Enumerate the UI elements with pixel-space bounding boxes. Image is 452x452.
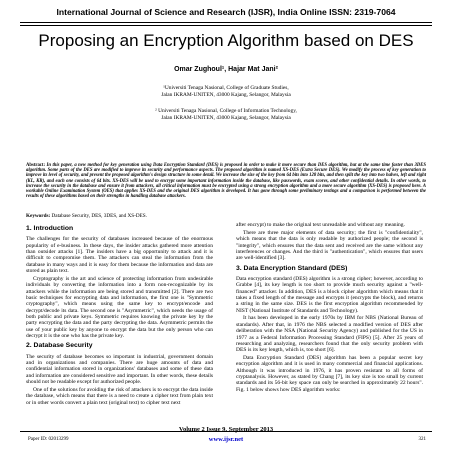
- abstract: [26, 163, 426, 199]
- section-heading-database-security: 2. Database Security: [26, 342, 93, 350]
- intro-paragraph-1: The challenges for the security of databases increased because of the enormous popularity of e-business. In these days, the insider attacks gathered more attention than outsider attacks [1]. The insiders have a big opportunity to attack and it is difficult to compromise them. The attackers can steal the information from the database in many ways and it is easy for them because the information and data are stored as plain text.: [26, 236, 213, 275]
- paper-title: Proposing an Encryption Algorithm based on DES: [38, 31, 414, 50]
- affiliation-2-line1: ² Universiti Tenaga Nasional, College of Information Technology,: [155, 108, 297, 114]
- affiliation-1-line1: ¹Universiti Tenaga Nasional, College of Graduate Studies,: [163, 85, 289, 91]
- affiliation-2-line2: Jalan IKRAM-UNITEN, 43000 Kajang, Selangor, Malaysia: [161, 114, 291, 121]
- right-column: [236, 222, 423, 395]
- right-paragraph-1: There are three major elements of data security; the first is "confidentiality", which means that the data is only readable by authorized people; the second is "integrity", which ensures that the data sent and received are the same without any interferences or changes. And the third is "authentication", which ensures that users are well-identified [3].: [236, 229, 423, 262]
- footer-page-number: 321: [418, 437, 426, 442]
- des-paragraph-1: Data encryption standard (DES) algorithm is a strong cipher; however, according to Grabbe [4], its key length is too short to provide much security against a "well-financed" attacker. In addition, DES is a block cipher algorithm which means that it takes a fixed length of the message and encrypts it (encrypts the block), and returns a string in the same size. DES is the first encryption algorithm recommended by NIST (National Institute of Standards and Technology).: [236, 275, 423, 314]
- header-rule-thin: [20, 25, 432, 26]
- author-line: Omar Zughoul¹, Hajar Mat Jani²: [174, 66, 278, 73]
- dbsec-paragraph-1: The security of database becomes so important in industrial, government domain and in organizations and companies. There are huge amounts of data and confidential information stored in organizations' databases and some of these data and information are considered sensitive and important. In other words, these details should not be readable except for authorized people.: [26, 353, 213, 386]
- abstract-text: In this paper, a new method for key generation using Data Encryption Standard (DES) is proposed in order to make it more secure than DES algorithm, but at the same time faster than 3DES algorithm. Some parts of the DES are modified to improve its security and performance aspects. The proposed algorithm is named XS-DES (Extra Secure DES). We modify the process of key generation to improve its level of security, and present the proposed algorithm's design structure in some detail. We increase the size of the key from 64 bits into 128 bits, and then split the key into two halves, left and right (KL, KR), and each one consists of 64 bits. XS-DES will be used to encrypt some important information inside the database, like passwords, exam scores, and other confidential details. In other words, to increase the security in the database and ensure it from attackers, all critical information must be encrypted using a strong encryption algorithm and a more secure algorithm (XS-DES) is proposed here. A workable Online Examination System (OES) that applies XS-DES and the original DES algorithm is developed. It has gone through some preliminary testings and a comparison is performed between the results of these algorithms based on their strengths in handling database attackers.: [26, 163, 426, 200]
- keywords: [26, 213, 147, 219]
- affiliation-1-line2: Jalan IKRAM-UNITEN, 43000 Kajang, Selangor, Malaysia: [161, 91, 291, 98]
- footer-url-link[interactable]: www.ijsr.net: [208, 436, 244, 443]
- section-heading-des: 3. Data Encryption Standard (DES): [236, 264, 348, 272]
- affiliation-1: [0, 85, 452, 98]
- footer-rule: [20, 431, 432, 432]
- footer-volume: Volume 2 Issue 9, September 2013: [178, 426, 274, 433]
- right-paragraph-0: after encrypt) to make the original text unreadable and without any meaning.: [236, 222, 405, 228]
- left-column: [26, 222, 213, 407]
- footer-paper-id: Paper ID: 02013299: [28, 437, 69, 442]
- header-rule: [20, 22, 432, 23]
- affiliation-2: [0, 108, 452, 121]
- des-paragraph-2: It has been developed in the early 1970s by IBM for NBS (National Bureau of standards). After that, in 1976 the NBS selected a modified version of DES after deliberation with the NSA (National Security Agency) and published for the US in 1977 as a Federal Information Processing Standard (FIPS) [5]. After 25 years of researching and analyzing, researchers found that the only security problem with DES is its key length, which is, too short [6].: [236, 315, 423, 354]
- journal-header: International Journal of Science and Research (IJSR), India Online ISSN: 2319-7064: [56, 7, 396, 17]
- intro-paragraph-2: Cryptography is the art and science of protecting information from undesirable individuals by converting the information into a form non-recognizable by its attackers while the information are being stored and transmitted [2]. There are two basic techniques for encrypting data and information, the first one is "Symmetric cryptography", which means using the same key to encrypt/encode and decrypt/decode its data. The second one is "Asymmetric", which needs the usage of both public and private keys. Symmetric requires knowing the private key by the party encrypting the data and the party decrypting the data. Asymmetric permits the use of your public key by anyone to encrypt the data but the only person who can decrypt it is the one who has the private key.: [26, 275, 213, 339]
- abstract-label: Abstract:: [26, 163, 46, 168]
- keywords-label: Keywords:: [26, 213, 51, 219]
- keywords-text: Database Security, DES, 3DES, and XS-DES.: [51, 213, 147, 219]
- des-paragraph-3: Data Encryption Standard (DES) algorithm has been a popular secret key encryption algorithm and it is used in many commercial and financial applications. Although it was introduced in 1976, it has proven resistant to all forms of cryptanalysis. However, as stated by Chang [7], its key size is too small by current standards and its 56-bit key space can only be searched in approximately 22 hours". Fig. 1 below shows how DES algorithm works:: [236, 355, 423, 393]
- section-heading-introduction: 1. Introduction: [26, 225, 74, 232]
- dbsec-paragraph-2: One of the solutions for avoiding the risk of attackers is to encrypt the data inside the database, which means that there is a need to create a cipher text from plain text or in other words convert a plain text (original text) to cipher text next: [26, 386, 213, 406]
